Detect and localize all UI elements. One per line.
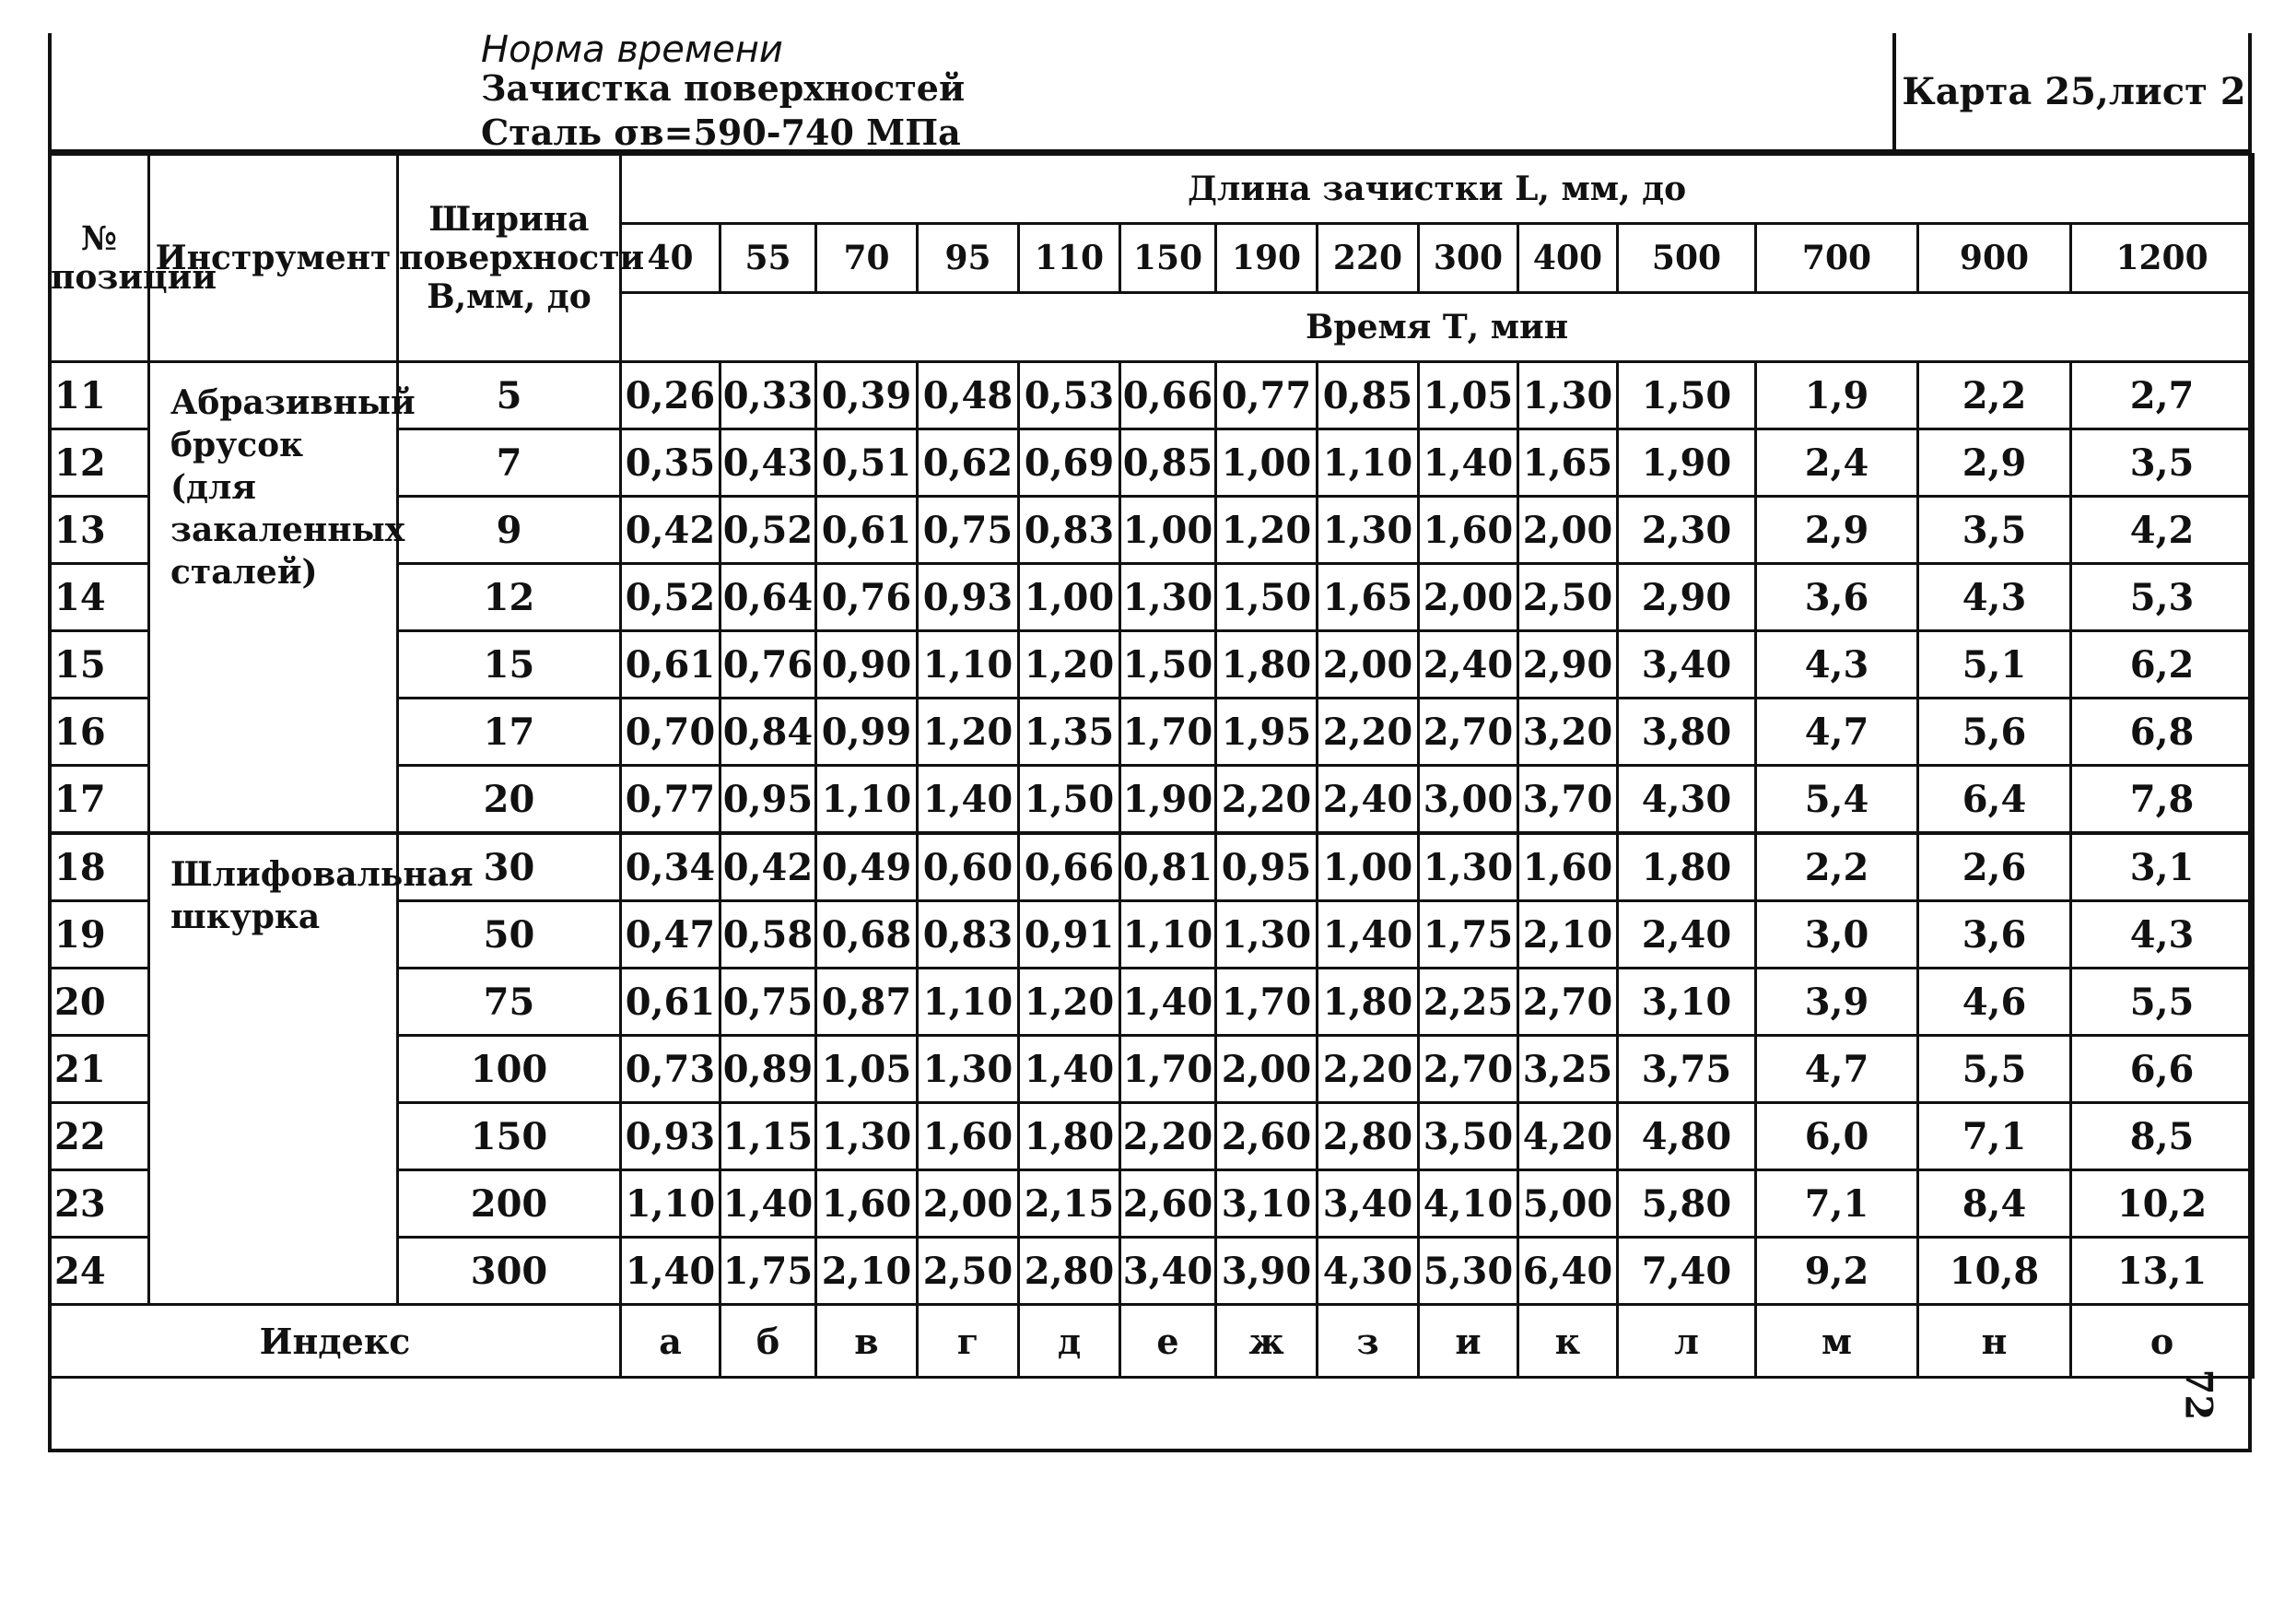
time-cell: 0,62 [918, 429, 1019, 497]
length-cell: 70 [816, 224, 918, 293]
time-cell: 10,2 [2071, 1170, 2254, 1238]
time-cell: 1,40 [1120, 969, 1216, 1036]
time-cell: 1,40 [1419, 429, 1518, 497]
time-cell: 6,4 [1918, 766, 2071, 834]
time-cell: 2,70 [1518, 969, 1618, 1036]
time-cell: 1,40 [1019, 1036, 1120, 1103]
position-cell: 19 [50, 901, 149, 969]
time-cell: 5,3 [2071, 564, 2254, 631]
time-cell: 0,90 [816, 631, 918, 699]
time-cell: 0,66 [1019, 833, 1120, 901]
time-cell: 1,10 [621, 1170, 720, 1238]
time-cell: 1,10 [816, 766, 918, 834]
position-cell: 11 [50, 362, 149, 429]
time-cell: 3,00 [1419, 766, 1518, 834]
time-cell: 5,5 [1918, 1036, 2071, 1103]
time-cell: 1,35 [1019, 699, 1120, 766]
time-cell: 2,00 [1518, 497, 1618, 564]
time-cell: 0,68 [816, 901, 918, 969]
time-cell: 0,61 [621, 631, 720, 699]
time-cell: 1,00 [1216, 429, 1318, 497]
time-cell: 0,75 [720, 969, 816, 1036]
time-cell: 4,2 [2071, 497, 2254, 564]
time-cell: 0,89 [720, 1036, 816, 1103]
time-cell: 0,84 [720, 699, 816, 766]
time-cell: 1,75 [720, 1238, 816, 1305]
length-cell: 1200 [2071, 224, 2254, 293]
time-cell: 0,35 [621, 429, 720, 497]
position-cell: 23 [50, 1170, 149, 1238]
time-cell: 4,3 [1918, 564, 2071, 631]
time-cell: 2,90 [1518, 631, 1618, 699]
time-cell: 13,1 [2071, 1238, 2254, 1305]
time-cell: 7,1 [1756, 1170, 1918, 1238]
time-cell: 3,5 [1918, 497, 2071, 564]
time-cell: 0,69 [1019, 429, 1120, 497]
time-cell: 3,20 [1518, 699, 1618, 766]
time-cell: 1,90 [1120, 766, 1216, 834]
index-label: Индекс [50, 1305, 621, 1378]
time-cell: 0,47 [621, 901, 720, 969]
time-cell: 7,1 [1918, 1103, 2071, 1170]
width-cell: 20 [398, 766, 621, 834]
time-cell: 0,48 [918, 362, 1019, 429]
time-cell: 2,50 [918, 1238, 1019, 1305]
time-cell: 1,00 [1019, 564, 1120, 631]
time-cell: 1,70 [1120, 699, 1216, 766]
time-cell: 0,85 [1318, 362, 1419, 429]
time-cell: 0,61 [621, 969, 720, 1036]
time-cell: 3,1 [2071, 833, 2254, 901]
time-cell: 1,40 [1318, 901, 1419, 969]
handwritten-note: Норма времени [481, 29, 783, 71]
width-cell: 15 [398, 631, 621, 699]
instrument-cell: Шлифовальная шкурка [149, 833, 398, 1305]
time-cell: 0,52 [720, 497, 816, 564]
time-cell: 4,3 [2071, 901, 2254, 969]
time-cell: 1,10 [918, 969, 1019, 1036]
time-cell: 2,25 [1419, 969, 1518, 1036]
title-line-2: Сталь σв=590-740 МПа [481, 112, 961, 153]
time-cell: 1,90 [1618, 429, 1756, 497]
time-cell: 2,10 [816, 1238, 918, 1305]
time-cell: 1,80 [1318, 969, 1419, 1036]
time-cell: 5,1 [1918, 631, 2071, 699]
position-cell: 14 [50, 564, 149, 631]
time-cell: 6,40 [1518, 1238, 1618, 1305]
time-cell: 4,30 [1318, 1238, 1419, 1305]
index-cell: з [1318, 1305, 1419, 1378]
width-cell: 30 [398, 833, 621, 901]
time-cell: 2,40 [1618, 901, 1756, 969]
time-cell: 2,2 [1756, 833, 1918, 901]
width-cell: 150 [398, 1103, 621, 1170]
index-cell: б [720, 1305, 816, 1378]
time-cell: 6,6 [2071, 1036, 2254, 1103]
width-cell: 300 [398, 1238, 621, 1305]
time-cell: 1,10 [1318, 429, 1419, 497]
time-cell: 2,20 [1120, 1103, 1216, 1170]
time-cell: 8,5 [2071, 1103, 2254, 1170]
title-line-1: Зачистка поверхностей [481, 67, 966, 109]
width-cell: 75 [398, 969, 621, 1036]
length-cell: 150 [1120, 224, 1216, 293]
time-cell: 0,51 [816, 429, 918, 497]
time-cell: 5,5 [2071, 969, 2254, 1036]
position-cell: 24 [50, 1238, 149, 1305]
time-cell: 1,70 [1216, 969, 1318, 1036]
time-cell: 1,60 [816, 1170, 918, 1238]
page-number: 72 [2176, 1368, 2220, 1421]
width-cell: 200 [398, 1170, 621, 1238]
time-cell: 0,93 [621, 1103, 720, 1170]
time-cell: 3,70 [1518, 766, 1618, 834]
time-cell: 5,30 [1419, 1238, 1518, 1305]
time-cell: 2,10 [1518, 901, 1618, 969]
index-cell: а [621, 1305, 720, 1378]
length-cell: 110 [1019, 224, 1120, 293]
width-cell: 5 [398, 362, 621, 429]
time-cell: 1,70 [1120, 1036, 1216, 1103]
time-cell: 2,70 [1419, 699, 1518, 766]
time-cell: 4,30 [1618, 766, 1756, 834]
time-cell: 3,6 [1756, 564, 1918, 631]
time-cell: 4,80 [1618, 1103, 1756, 1170]
time-cell: 1,80 [1019, 1103, 1120, 1170]
time-cell: 0,95 [1216, 833, 1318, 901]
time-cell: 1,95 [1216, 699, 1318, 766]
index-cell: м [1756, 1305, 1918, 1378]
time-cell: 1,65 [1318, 564, 1419, 631]
length-cell: 900 [1918, 224, 2071, 293]
time-cell: 1,10 [918, 631, 1019, 699]
time-cell: 4,10 [1419, 1170, 1518, 1238]
time-cell: 6,0 [1756, 1103, 1918, 1170]
time-cell: 0,77 [1216, 362, 1318, 429]
time-cell: 1,9 [1756, 362, 1918, 429]
time-cell: 2,60 [1216, 1103, 1318, 1170]
time-cell: 0,53 [1019, 362, 1120, 429]
time-cell: 1,10 [1120, 901, 1216, 969]
time-cell: 3,90 [1216, 1238, 1318, 1305]
time-cell: 2,00 [1318, 631, 1419, 699]
time-cell: 1,50 [1618, 362, 1756, 429]
time-cell: 3,6 [1918, 901, 2071, 969]
time-cell: 2,9 [1756, 497, 1918, 564]
position-cell: 21 [50, 1036, 149, 1103]
index-cell: г [918, 1305, 1019, 1378]
time-cell: 2,15 [1019, 1170, 1120, 1238]
time-cell: 0,39 [816, 362, 918, 429]
length-cell: 95 [918, 224, 1019, 293]
index-cell: к [1518, 1305, 1618, 1378]
index-cell: н [1918, 1305, 2071, 1378]
time-cell: 0,95 [720, 766, 816, 834]
time-cell: 10,8 [1918, 1238, 2071, 1305]
time-cell: 2,60 [1120, 1170, 1216, 1238]
time-cell: 2,80 [1318, 1103, 1419, 1170]
time-cell: 4,20 [1518, 1103, 1618, 1170]
index-row [50, 1305, 2254, 1378]
position-cell: 12 [50, 429, 149, 497]
time-cell: 0,66 [1120, 362, 1216, 429]
time-cell: 3,40 [1120, 1238, 1216, 1305]
time-cell: 0,85 [1120, 429, 1216, 497]
time-cell: 1,20 [1019, 969, 1120, 1036]
position-cell: 13 [50, 497, 149, 564]
width-cell: 100 [398, 1036, 621, 1103]
time-header: Время Т, мин [621, 293, 2254, 362]
index-cell: и [1419, 1305, 1518, 1378]
time-cell: 7,40 [1618, 1238, 1756, 1305]
table-row [50, 362, 2254, 429]
time-cell: 3,10 [1216, 1170, 1318, 1238]
col-instrument-header: Инструмент [149, 155, 398, 362]
time-cell: 2,40 [1419, 631, 1518, 699]
time-cell: 7,8 [2071, 766, 2254, 834]
time-cell: 1,30 [1216, 901, 1318, 969]
length-cell: 700 [1756, 224, 1918, 293]
time-cell: 0,52 [621, 564, 720, 631]
position-cell: 20 [50, 969, 149, 1036]
time-cell: 0,43 [720, 429, 816, 497]
time-cell: 1,60 [918, 1103, 1019, 1170]
length-cell: 55 [720, 224, 816, 293]
time-cell: 0,83 [1019, 497, 1120, 564]
time-cell: 2,6 [1918, 833, 2071, 901]
position-cell: 22 [50, 1103, 149, 1170]
index-cell: ж [1216, 1305, 1318, 1378]
time-cell: 0,42 [720, 833, 816, 901]
time-cell: 1,00 [1120, 497, 1216, 564]
time-cell: 3,80 [1618, 699, 1756, 766]
time-cell: 1,30 [1518, 362, 1618, 429]
time-cell: 3,5 [2071, 429, 2254, 497]
length-header: Длина зачистки L, мм, до [621, 155, 2254, 224]
time-cell: 0,64 [720, 564, 816, 631]
time-cell: 3,75 [1618, 1036, 1756, 1103]
time-cell: 1,30 [1318, 497, 1419, 564]
header [48, 29, 2252, 153]
time-cell: 1,30 [918, 1036, 1019, 1103]
time-cell: 2,00 [918, 1170, 1019, 1238]
time-cell: 1,40 [621, 1238, 720, 1305]
length-cell: 220 [1318, 224, 1419, 293]
time-cell: 1,15 [720, 1103, 816, 1170]
width-cell: 50 [398, 901, 621, 969]
time-cell: 3,40 [1618, 631, 1756, 699]
time-cell: 1,05 [816, 1036, 918, 1103]
table-row [50, 833, 2254, 901]
time-cell: 1,20 [1019, 631, 1120, 699]
time-cell: 2,4 [1756, 429, 1918, 497]
time-cell: 2,30 [1618, 497, 1756, 564]
width-cell: 12 [398, 564, 621, 631]
time-cell: 1,50 [1019, 766, 1120, 834]
time-cell: 0,83 [918, 901, 1019, 969]
time-cell: 0,42 [621, 497, 720, 564]
time-cell: 1,30 [1419, 833, 1518, 901]
time-cell: 1,60 [1419, 497, 1518, 564]
time-cell: 2,00 [1419, 564, 1518, 631]
time-cell: 2,2 [1918, 362, 2071, 429]
time-cell: 2,20 [1216, 766, 1318, 834]
length-cell: 40 [621, 224, 720, 293]
length-cell: 300 [1419, 224, 1518, 293]
time-cell: 0,49 [816, 833, 918, 901]
length-cell: 500 [1618, 224, 1756, 293]
time-cell: 3,10 [1618, 969, 1756, 1036]
time-cell: 0,70 [621, 699, 720, 766]
col-width-header: Ширина поверхности B,мм, до [398, 155, 621, 362]
time-cell: 0,81 [1120, 833, 1216, 901]
time-cell: 2,90 [1618, 564, 1756, 631]
time-cell: 0,75 [918, 497, 1019, 564]
index-cell: о [2071, 1305, 2254, 1378]
index-cell: д [1019, 1305, 1120, 1378]
col-pos-header: № позиции [50, 155, 149, 362]
length-cell: 400 [1518, 224, 1618, 293]
title-block [481, 29, 966, 155]
time-cell: 3,0 [1756, 901, 1918, 969]
time-cell: 1,20 [1216, 497, 1318, 564]
time-cell: 1,80 [1618, 833, 1756, 901]
time-cell: 1,40 [720, 1170, 816, 1238]
time-cell: 1,05 [1419, 362, 1518, 429]
card-number: Карта 25,лист 2 [1892, 33, 2252, 149]
time-cell: 3,50 [1419, 1103, 1518, 1170]
index-cell: л [1618, 1305, 1756, 1378]
time-cell: 2,9 [1918, 429, 2071, 497]
index-cell: в [816, 1305, 918, 1378]
time-cell: 3,40 [1318, 1170, 1419, 1238]
time-cell: 4,6 [1918, 969, 2071, 1036]
table-body [50, 362, 2254, 1378]
time-cell: 1,60 [1518, 833, 1618, 901]
time-cell: 8,4 [1918, 1170, 2071, 1238]
time-cell: 1,30 [1120, 564, 1216, 631]
time-cell: 2,80 [1019, 1238, 1120, 1305]
time-cell: 0,61 [816, 497, 918, 564]
time-cell: 0,91 [1019, 901, 1120, 969]
time-cell: 6,8 [2071, 699, 2254, 766]
instrument-cell: Абразивный брусок (для закаленных сталей) [149, 362, 398, 834]
time-cell: 4,7 [1756, 1036, 1918, 1103]
time-cell: 0,34 [621, 833, 720, 901]
time-cell: 2,00 [1216, 1036, 1318, 1103]
time-cell: 0,26 [621, 362, 720, 429]
time-cell: 2,70 [1419, 1036, 1518, 1103]
time-cell: 5,00 [1518, 1170, 1618, 1238]
time-cell: 0,73 [621, 1036, 720, 1103]
position-cell: 16 [50, 699, 149, 766]
time-cell: 1,75 [1419, 901, 1518, 969]
time-cell: 5,80 [1618, 1170, 1756, 1238]
time-cell: 1,50 [1120, 631, 1216, 699]
time-cell: 6,2 [2071, 631, 2254, 699]
time-cell: 3,25 [1518, 1036, 1618, 1103]
time-cell: 2,20 [1318, 1036, 1419, 1103]
time-cell: 1,50 [1216, 564, 1318, 631]
time-cell: 0,60 [918, 833, 1019, 901]
norm-table [48, 153, 2255, 1379]
time-cell: 4,3 [1756, 631, 1918, 699]
time-cell: 1,80 [1216, 631, 1318, 699]
time-cell: 2,40 [1318, 766, 1419, 834]
width-cell: 9 [398, 497, 621, 564]
time-cell: 0,99 [816, 699, 918, 766]
time-cell: 0,77 [621, 766, 720, 834]
position-cell: 17 [50, 766, 149, 834]
time-cell: 3,9 [1756, 969, 1918, 1036]
time-cell: 2,50 [1518, 564, 1618, 631]
time-cell: 9,2 [1756, 1238, 1918, 1305]
time-cell: 1,40 [918, 766, 1019, 834]
time-cell: 2,7 [2071, 362, 2254, 429]
time-cell: 0,87 [816, 969, 918, 1036]
time-cell: 2,20 [1318, 699, 1419, 766]
width-cell: 7 [398, 429, 621, 497]
length-cell: 190 [1216, 224, 1318, 293]
time-cell: 0,76 [720, 631, 816, 699]
time-cell: 0,58 [720, 901, 816, 969]
time-cell: 5,6 [1918, 699, 2071, 766]
time-cell: 1,00 [1318, 833, 1419, 901]
time-cell: 0,76 [816, 564, 918, 631]
time-cell: 0,93 [918, 564, 1019, 631]
position-cell: 18 [50, 833, 149, 901]
time-cell: 1,20 [918, 699, 1019, 766]
time-cell: 1,30 [816, 1103, 918, 1170]
time-cell: 5,4 [1756, 766, 1918, 834]
index-cell: е [1120, 1305, 1216, 1378]
time-cell: 1,65 [1518, 429, 1618, 497]
time-cell: 0,33 [720, 362, 816, 429]
position-cell: 15 [50, 631, 149, 699]
width-cell: 17 [398, 699, 621, 766]
time-cell: 4,7 [1756, 699, 1918, 766]
